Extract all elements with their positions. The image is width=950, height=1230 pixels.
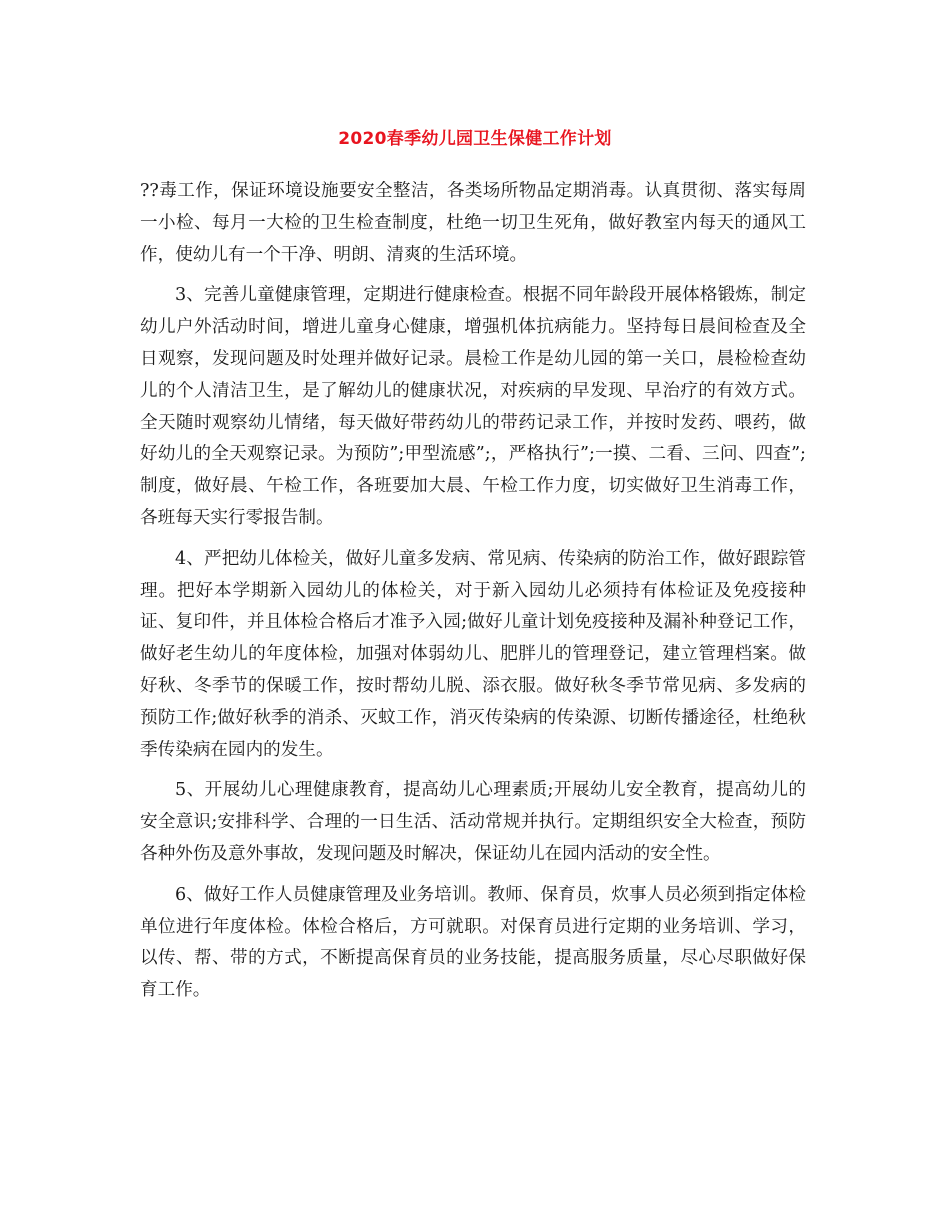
document-title: 2020春季幼儿园卫生保健工作计划 [338,129,612,149]
paragraph-disinfection: ??毒工作，保证环境设施要安全整洁，各类场所物品定期消毒。认真贯彻、落实每周一小检、每月一大检的卫生检查制度，杜绝一切卫生死角，做好教室内每天的通风工作，使幼儿有一个干净、明朗、清爽的生活环境。 [140,181,806,265]
document-body [140,176,806,1016]
paragraph-physical-exam: 4、严把幼儿体检关，做好儿童多发病、常见病、传染病的防治工作，做好跟踪管理。把好本学期新入园幼儿的体检关，对于新入园幼儿必须持有体检证及免疫接种证、复印件，并且体检合格后才准予入园;做好儿童计划免疫接种及漏补种登记工作，做好老生幼儿的年度体检，加强对体弱幼儿、肥胖儿的管理登记，建立管理档案。做好秋、冬季节的保暖工作，按时帮幼儿脱、添衣服。做好秋冬季节常见病、多发病的预防工作;做好秋季的消杀、灭蚊工作，消灭传染病的传染源、切断传播途径，杜绝秋季传染病在园内的发生。 [140,548,806,760]
paragraph-mental-health: 5、开展幼儿心理健康教育，提高幼儿心理素质;开展幼儿安全教育，提高幼儿的安全意识;安排科学、合理的一日生活、活动常规并执行。定期组织安全大检查，预防各种外伤及意外事故，发现问题及时解决，保证幼儿在园内活动的安全性。 [140,780,806,864]
paragraph-staff-training: 6、做好工作人员健康管理及业务培训。教师、保育员，炊事人员必须到指定体检单位进行年度体检。体检合格后，方可就职。对保育员进行定期的业务培训、学习，以传、帮、带的方式，不断提高保育员的业务技能，提高服务质量，尽心尽职做好保育工作。 [140,884,806,1001]
paragraph-health-management: 3、完善儿童健康管理，定期进行健康检查。根据不同年龄段开展体格锻炼，制定幼儿户外活动时间，增进儿童身心健康，增强机体抗病能力。坚持每日晨间检查及全日观察，发现问题及时处理并做好记录。晨检工作是幼儿园的第一关口，晨检检查幼儿的个人清洁卫生，是了解幼儿的健康状况，对疾病的早发现、早治疗的有效方式。全天随时观察幼儿情绪，每天做好带药幼儿的带药记录工作，并按时发药、喂药，做好幼儿的全天观察记录。为预防”;甲型流感”;，严格执行”;一摸、二看、三问、四查”;制度，做好晨、午检工作，各班要加大晨、午检工作力度，切实做好卫生消毒工作，各班每天实行零报告制。 [140,285,806,528]
